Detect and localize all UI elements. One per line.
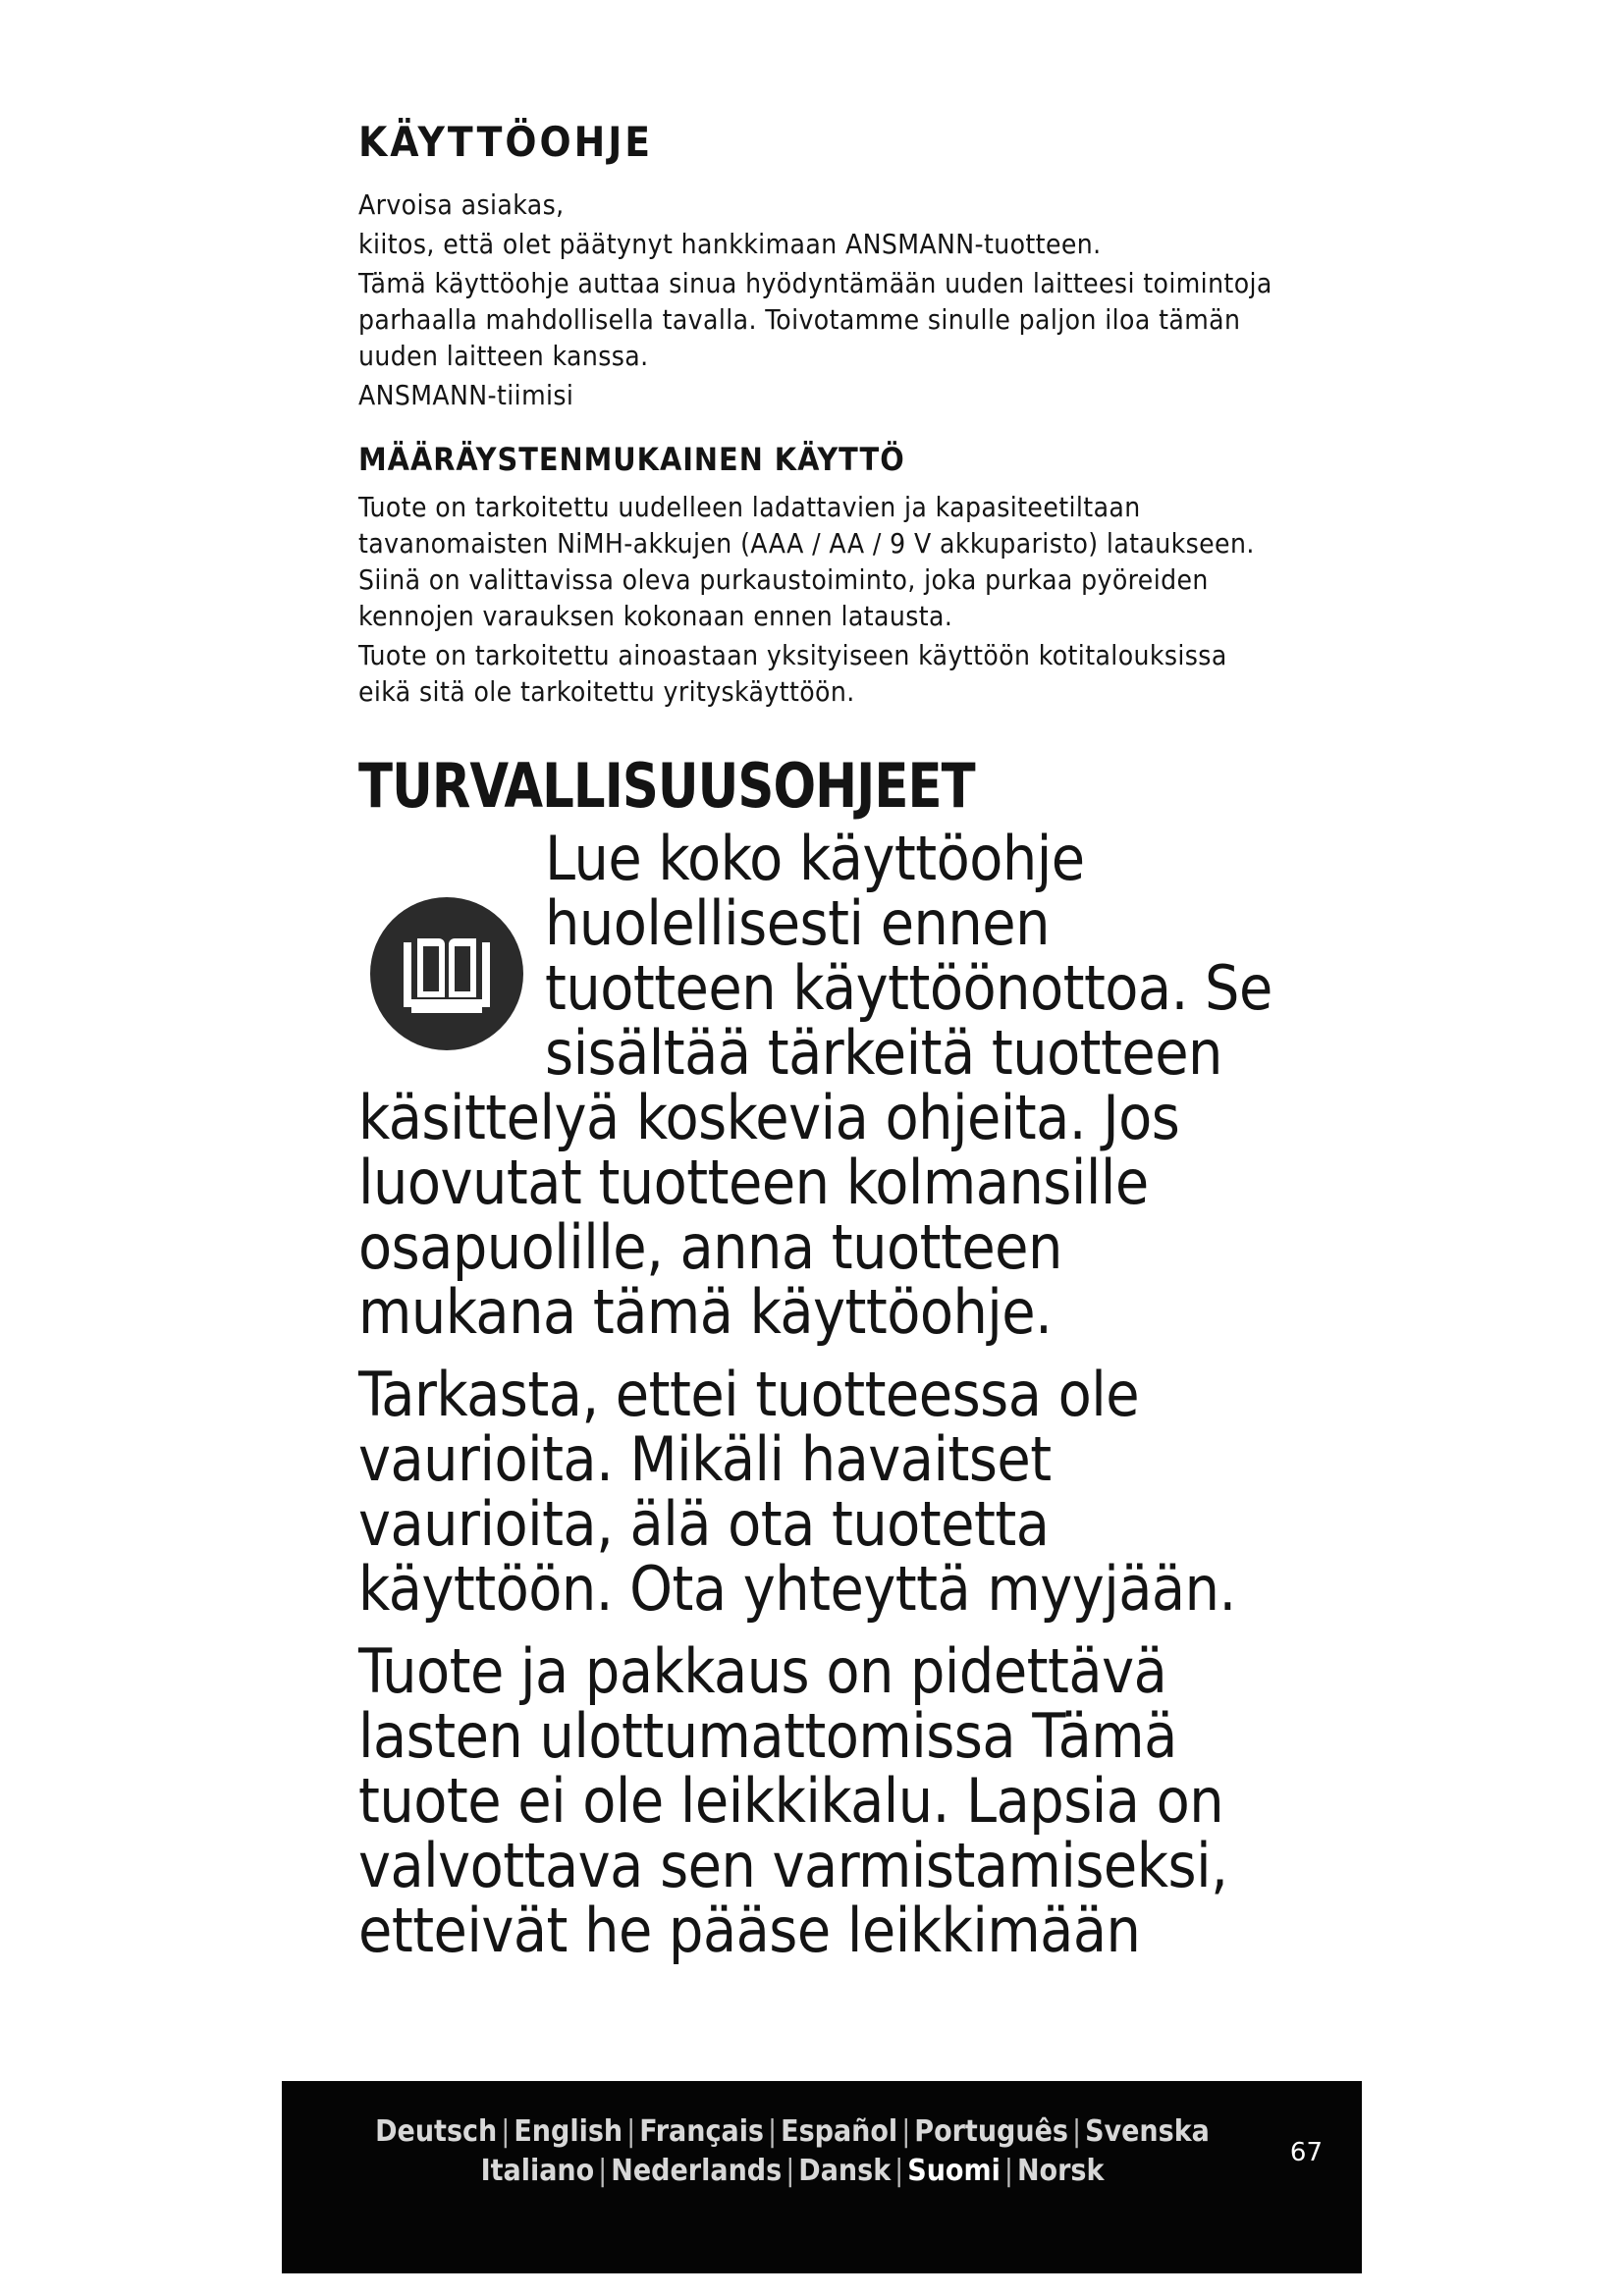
language-link[interactable]: Français (639, 2114, 765, 2149)
page-number: 67 (1289, 2138, 1323, 2167)
language-list (282, 2112, 1303, 2191)
language-link[interactable]: Nederlands (611, 2154, 783, 2188)
safety-heading: TURVALLISUUSOHJEET (358, 749, 975, 822)
language-footer (282, 2081, 1362, 2273)
intro-thanks: kiitos, että olet päätynyt hankkimaan ANSMANN-tuotteen. (358, 228, 1102, 261)
book-icon (368, 895, 525, 1052)
intro-greeting: Arvoisa asiakas, (358, 188, 565, 222)
language-link[interactable]: Deutsch (375, 2114, 498, 2149)
intended-use-paragraph: Tuote on tarkoitettu ainoastaan yksityiseen käyttöön kotitalouksissa eikä sitä ole tarkoitettu yrityskäyttöön. (358, 638, 1227, 708)
language-link[interactable]: Dansk (798, 2154, 892, 2188)
language-link[interactable]: Italiano (480, 2154, 595, 2188)
language-link-active[interactable]: Suomi (907, 2154, 1001, 2188)
intro-purpose: Tämä käyttöohje auttaa sinua hyödyntämään uuden laitteesi toimintoja parhaalla mahdollisella tavalla. Toivotamme sinulle paljon iloa tämän uuden laitteen kanssa. (358, 267, 1272, 373)
safety-paragraph: Lue koko käyttöohje huolellisesti ennen tuotteen käyttöönottoa. Se sisältää tärkeitä tuotteen käsittelyä koskevia ohjeita. Jos luovutat tuotteen kolmansille osapuolille, anna tuotteen mukana tämä käyttöohje. (358, 823, 1272, 1349)
intro-signature: ANSMANN-tiimisi (358, 379, 574, 412)
language-row: Italiano | Nederlands | Dansk | Suomi | Norsk (480, 2154, 1105, 2188)
safety-paragraph: Tuote ja pakkaus on pidettävä lasten ulottumattomissa Tämä tuote ei ole leikkikalu. Lapsia on valvottava sen varmistamiseksi, etteivät he pääse leikkimään (358, 1635, 1228, 1967)
language-link[interactable]: Svenska (1085, 2114, 1210, 2149)
language-row: Deutsch | English | Français | Español | Português | Svenska (375, 2114, 1210, 2149)
manual-content (358, 118, 1281, 1967)
language-link[interactable]: Português (914, 2114, 1068, 2149)
language-link[interactable]: Español (781, 2114, 898, 2149)
intended-use-heading: MÄÄRÄYSTENMUKAINEN KÄYTTÖ (358, 441, 905, 479)
safety-paragraph: Tarkasta, ettei tuotteessa ole vaurioita. Mikäli havaitset vaurioita, älä ota tuotetta käyttöön. Ota yhteyttä myyjään. (358, 1359, 1236, 1626)
manual-title: KÄYTTÖOHJE (358, 118, 654, 166)
language-link[interactable]: Norsk (1016, 2154, 1105, 2188)
language-link[interactable]: English (514, 2114, 623, 2149)
safety-text (358, 823, 1281, 1967)
intended-use-paragraph: Tuote on tarkoitettu uudelleen ladattavien ja kapasiteetiltaan tavanomaisten NiMH-akkujen (AAA / AA / 9 V akkuparisto) lataukseen. Siinä on valittavissa oleva purkaustoiminto, joka purkaa pyöreiden kennojen varauksen kokonaan ennen latausta. (358, 490, 1255, 632)
